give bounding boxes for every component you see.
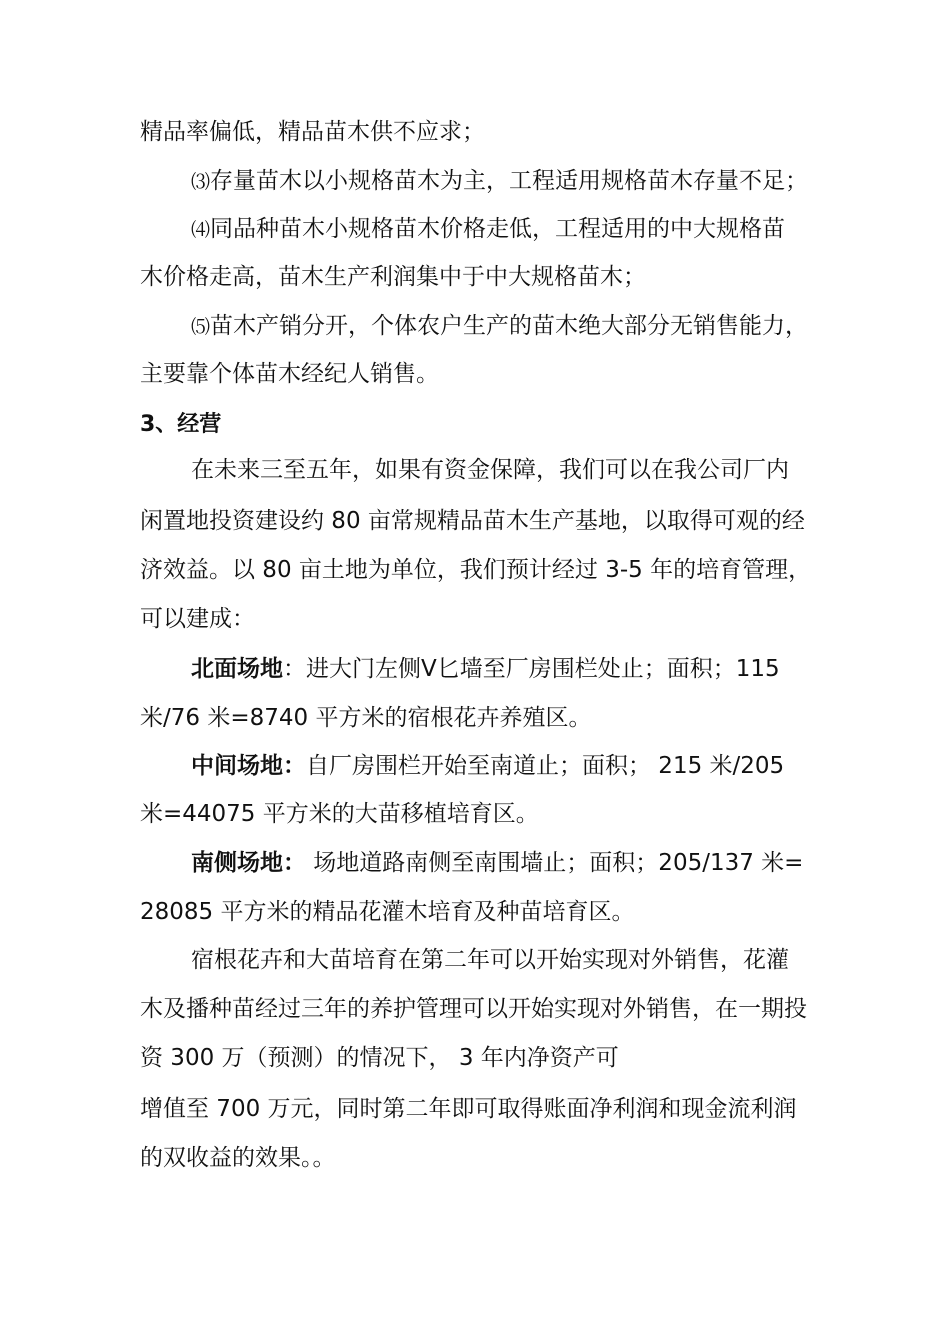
paragraph-line [140,897,634,927]
line-text: 在未来三至五年，如果有资金保障，我们可以在我公司厂内 [191,457,789,483]
paragraph-line [191,455,789,485]
line-text: 木及播种苗经过三年的养护管理可以开始实现对外销售，在一期投 [140,996,807,1022]
line-text: 同品种苗木小规格苗木价格走低，工程适用的中大规格苗 [210,216,786,242]
paragraph-line [140,555,811,585]
field-label: 南侧场地： [191,850,306,876]
paragraph-line [140,359,439,389]
line-text: 米=44075 平方米的大苗移植培育区。 [140,801,539,827]
paragraph-line [140,506,805,536]
paragraph-line [140,262,646,292]
line-text: 增值至 700 万元，同时第二年即可取得账面净利润和现金流利润 [140,1096,797,1122]
section-heading [140,410,221,440]
line-text: 场地道路南侧至南围墙止；面积；205/137 米= [306,850,804,876]
line-text: 精品率偏低，精品苗木供不应求； [140,119,485,145]
paragraph-line [191,654,780,684]
paragraph-line [140,1143,336,1173]
line-text: 主要靠个体苗木经纪人销售。 [140,361,439,387]
paragraph-line [140,799,539,829]
paragraph-line [140,1094,797,1124]
line-text: 木价格走高，苗木生产利润集中于中大规格苗木； [140,264,646,290]
paragraph-line [140,703,591,733]
line-text: 28085 平方米的精品花灌木培育及种苗培育区。 [140,899,635,925]
list-marker: ⑶ [191,171,211,193]
line-text: 存量苗木以小规格苗木为主，工程适用规格苗木存量不足； [210,168,809,194]
line-text: 济效益。以 80 亩土地为单位，我们预计经过 3-5 年的培育管理， [140,557,812,583]
list-item [191,166,808,196]
list-marker: ⑷ [191,219,211,241]
paragraph-line [191,945,789,975]
line-text: 苗木产销分开，个体农户生产的苗木绝大部分无销售能力， [210,313,809,339]
line-text: 闲置地投资建设约 80 亩常规精品苗木生产基地，以取得可观的经 [140,508,805,534]
paragraph-line [140,1043,619,1073]
line-text: 的双收益的效果。。 [140,1145,336,1171]
line-text: 资 300 万（预测）的情况下， 3 年内净资产可 [140,1045,619,1071]
paragraph-line [140,604,255,634]
list-marker: ⑸ [191,316,211,338]
field-label: 中间场地： [191,753,306,779]
list-item [191,311,808,341]
field-label: 北面场地 [191,656,283,682]
list-item [191,214,785,244]
line-text: 宿根花卉和大苗培育在第二年可以开始实现对外销售，花灌 [191,947,789,973]
line-text: 自厂房围栏开始至南道止；面积； 215 米/205 [306,753,785,779]
line-text: 米/76 米=8740 平方米的宿根花卉养殖区。 [140,705,592,731]
paragraph-line [140,117,485,147]
paragraph-line [191,848,803,878]
paragraph-line [191,751,784,781]
line-text: ：进大门左侧Ⅴ匕墙至厂房围栏处止；面积；115 [283,656,780,682]
paragraph-line [140,994,807,1024]
line-text: 可以建成： [140,606,255,632]
heading-text: 3、经营 [140,412,222,437]
